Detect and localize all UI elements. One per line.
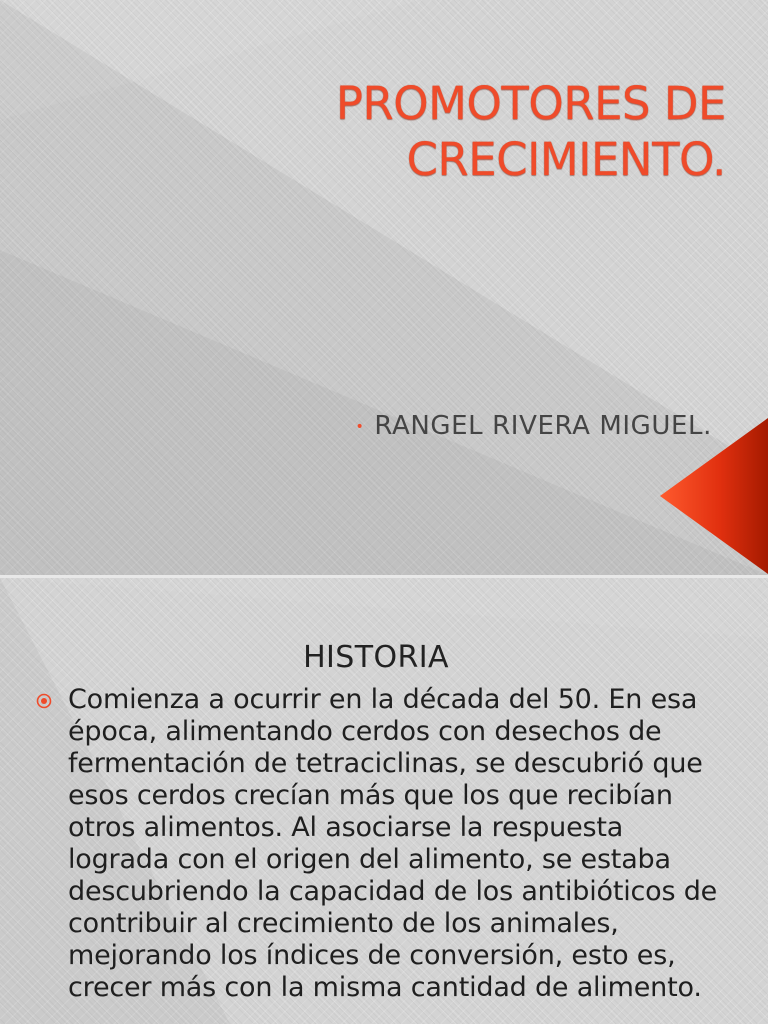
author-line bbox=[356, 408, 713, 445]
slide-title bbox=[190, 76, 726, 188]
paragraph-text: Comienza a ocurrir en la década del 50. En esa época, alimentando cerdos con desechos de fermentación de tetraciclinas, se descubrió que esos cerdos crecían más que los que recibían otros alimentos. Al asociarse la respuesta lograda con el origen del alimento, se estaba descubriendo la capacidad de los antibióticos de contribuir al crecimiento de los animales, mejorando los índices de conversión, esto es, crecer más con la misma cantidad de alimento. bbox=[68, 684, 718, 1003]
author-name: RANGEL RIVERA MIGUEL. bbox=[374, 411, 712, 441]
list-item bbox=[36, 684, 726, 1004]
section-heading: HISTORIA bbox=[303, 640, 449, 675]
radio-bullet-icon bbox=[36, 693, 52, 709]
title-line-2: CRECIMIENTO. bbox=[406, 133, 726, 186]
subtitle-bullet: • bbox=[355, 418, 365, 435]
bullet-list bbox=[36, 684, 726, 1004]
content-slide bbox=[0, 578, 768, 1024]
title-line-1: PROMOTORES DE bbox=[335, 77, 726, 130]
red-triangle-decoration bbox=[660, 418, 768, 574]
